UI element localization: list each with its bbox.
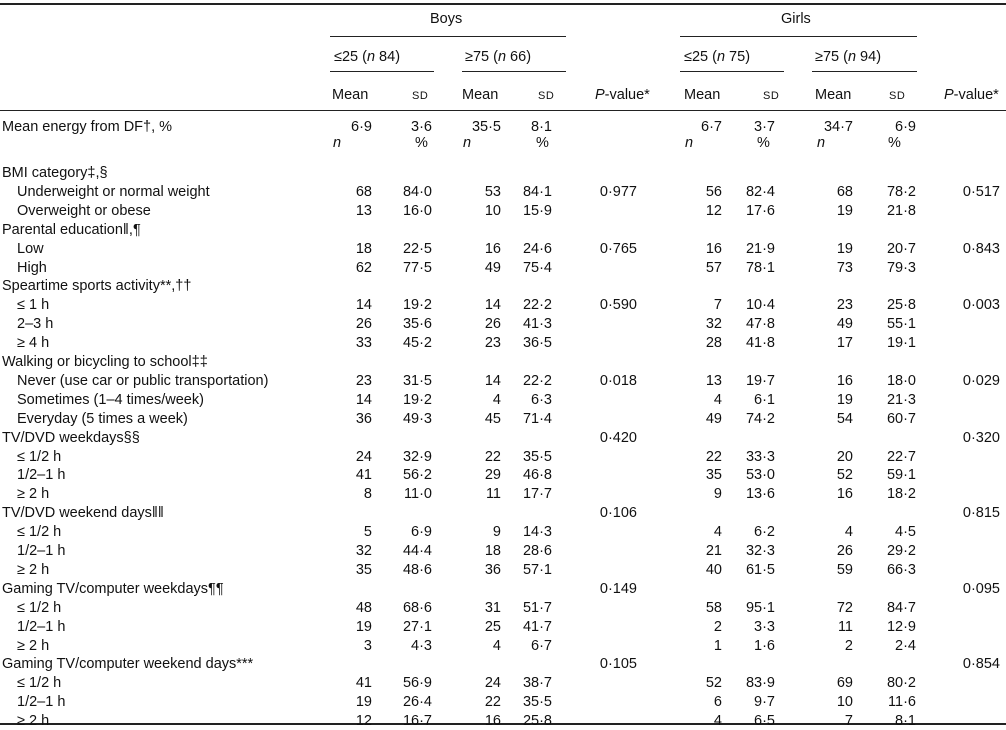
- row-label: ≤ 1/2 h: [17, 524, 62, 540]
- cell-value: 12·9: [886, 619, 916, 635]
- cell-value: 79·3: [886, 260, 916, 276]
- colhead-p-value: P-value*: [595, 87, 650, 103]
- p-value: 0·590: [599, 297, 637, 313]
- cell-value: 28: [705, 335, 722, 351]
- cell-value: 31·5: [402, 373, 432, 389]
- girls-low-rule: [680, 71, 784, 72]
- row-label: 1/2–1 h: [17, 619, 66, 635]
- cell-value: 29·2: [886, 543, 916, 559]
- bottom-rule: [0, 723, 1006, 725]
- cell-value: 17·6: [745, 203, 775, 219]
- row-label: Everyday (5 times a week): [17, 411, 188, 427]
- cell-value: 78·2: [886, 184, 916, 200]
- cell-value: 51·7: [522, 600, 552, 616]
- cell-value: 68: [836, 184, 853, 200]
- cell-value: 33·3: [745, 449, 775, 465]
- section-label: TV/DVD weekend days‖‖: [2, 505, 164, 521]
- p-value: 0·029: [962, 373, 1000, 389]
- row-label: 1/2–1 h: [17, 467, 66, 483]
- cell-value: 36: [355, 411, 372, 427]
- cell-value: 35: [355, 562, 372, 578]
- cell-value: 6·3: [531, 392, 552, 408]
- cell-value: 75·4: [522, 260, 552, 276]
- cell-value: 61·5: [745, 562, 775, 578]
- p-value: 0·106: [599, 505, 637, 521]
- cell-value: 16: [484, 241, 501, 257]
- colhead-mean: Mean: [332, 87, 369, 103]
- p-value: 0·149: [599, 581, 637, 597]
- cell-value: 4: [713, 392, 722, 408]
- cell-value: 56·2: [402, 467, 432, 483]
- cell-value: 14·3: [522, 524, 552, 540]
- cell-value: 5: [363, 524, 372, 540]
- cell-value: 24: [355, 449, 372, 465]
- cell-value: 16: [836, 486, 853, 502]
- cell-value: 7: [844, 713, 853, 729]
- cell-value: 19: [836, 203, 853, 219]
- cell-value: 16·0: [402, 203, 432, 219]
- colhead-p-value: P-value*: [944, 87, 999, 103]
- colhead-sd: SD: [538, 90, 555, 102]
- cell-value: 32·9: [402, 449, 432, 465]
- colhead-sd: SD: [763, 90, 780, 102]
- cell-value: 19·1: [886, 335, 916, 351]
- cell-value: 49: [836, 316, 853, 332]
- p-value: 0·977: [599, 184, 637, 200]
- cell-value: 12: [355, 713, 372, 729]
- cell-value: 19: [836, 241, 853, 257]
- cell-value: 11·6: [888, 694, 916, 710]
- cell-value: 3·3: [754, 619, 775, 635]
- cell-value: 45·2: [402, 335, 432, 351]
- cell-value: 49: [705, 411, 722, 427]
- cell-value: 14: [355, 297, 372, 313]
- cell-value: 49: [484, 260, 501, 276]
- cell-value: 52: [836, 467, 853, 483]
- cell-value: 13: [355, 203, 372, 219]
- column-unit-label: %: [888, 135, 901, 151]
- cell-value: 17·7: [522, 486, 552, 502]
- cell-value: 18: [484, 543, 501, 559]
- cell-value: 59: [836, 562, 853, 578]
- cell-value: 4: [492, 392, 501, 408]
- cell-value: 84·1: [522, 184, 552, 200]
- row-label: ≤ 1/2 h: [17, 675, 62, 691]
- cell-value: 41: [355, 467, 372, 483]
- cell-value: 35·5: [522, 694, 552, 710]
- p-value: 0·815: [962, 505, 1000, 521]
- cell-value: 22: [705, 449, 722, 465]
- cell-value: 57·1: [522, 562, 552, 578]
- section-label: Gaming TV/computer weekdays¶¶: [2, 581, 224, 597]
- energy-value: 3·6: [411, 119, 432, 135]
- section-label: Speartime sports activity**,††: [2, 278, 192, 294]
- cell-value: 84·7: [886, 600, 916, 616]
- column-unit-label: %: [536, 135, 549, 151]
- column-unit-label: n: [817, 135, 826, 151]
- row-label: Sometimes (1–4 times/week): [17, 392, 204, 408]
- cell-value: 41·3: [522, 316, 552, 332]
- cell-value: 36·5: [522, 335, 552, 351]
- cell-value: 56: [705, 184, 722, 200]
- subgroup-girls-high: ≥75 (n 94): [815, 49, 882, 65]
- cell-value: 21·3: [886, 392, 916, 408]
- group-header-boys: Boys: [430, 11, 463, 27]
- cell-value: 4: [492, 638, 501, 654]
- cell-value: 9·7: [754, 694, 775, 710]
- cell-value: 22: [484, 694, 501, 710]
- energy-value: 6·9: [351, 119, 372, 135]
- column-unit-label: %: [415, 135, 428, 151]
- cell-value: 82·4: [745, 184, 775, 200]
- cell-value: 18: [355, 241, 372, 257]
- cell-value: 57: [705, 260, 722, 276]
- cell-value: 26·4: [402, 694, 432, 710]
- row-label: ≥ 2 h: [17, 562, 50, 578]
- column-unit-label: n: [463, 135, 472, 151]
- cell-value: 3: [363, 638, 372, 654]
- cell-value: 73: [836, 260, 853, 276]
- row-label: ≤ 1 h: [17, 297, 50, 313]
- cell-value: 22·2: [522, 373, 552, 389]
- row-label: ≥ 2 h: [17, 713, 50, 729]
- p-value: 0·517: [962, 184, 1000, 200]
- p-value: 0·105: [599, 656, 637, 672]
- cell-value: 26: [484, 316, 501, 332]
- group-header-girls: Girls: [781, 11, 811, 27]
- energy-value: 6·9: [895, 119, 916, 135]
- row-label: 1/2–1 h: [17, 694, 66, 710]
- cell-value: 19·2: [402, 392, 432, 408]
- cell-value: 28·6: [522, 543, 552, 559]
- boys-high-rule: [462, 71, 566, 72]
- cell-value: 20: [836, 449, 853, 465]
- cell-value: 4: [713, 524, 722, 540]
- subgroup-boys-low: ≤25 (n 84): [334, 49, 401, 65]
- cell-value: 23: [355, 373, 372, 389]
- cell-value: 52: [705, 675, 722, 691]
- cell-value: 62: [355, 260, 372, 276]
- cell-value: 25·8: [522, 713, 552, 729]
- colhead-mean: Mean: [462, 87, 499, 103]
- cell-value: 58: [705, 600, 722, 616]
- cell-value: 6·9: [411, 524, 432, 540]
- cell-value: 2: [844, 638, 853, 654]
- cell-value: 4: [844, 524, 853, 540]
- cell-value: 12: [705, 203, 722, 219]
- boys-group-rule: [330, 36, 566, 37]
- cell-value: 14: [484, 373, 501, 389]
- cell-value: 53·0: [745, 467, 775, 483]
- cell-value: 7: [713, 297, 722, 313]
- cell-value: 77·5: [402, 260, 432, 276]
- cell-value: 18·2: [886, 486, 916, 502]
- cell-value: 23: [836, 297, 853, 313]
- cell-value: 32·3: [745, 543, 775, 559]
- column-unit-label: n: [333, 135, 342, 151]
- cell-value: 6·2: [754, 524, 775, 540]
- p-value: 0·320: [962, 430, 1000, 446]
- cell-value: 19: [355, 694, 372, 710]
- cell-value: 22·5: [402, 241, 432, 257]
- cell-value: 10: [484, 203, 501, 219]
- row-label: Low: [17, 241, 44, 257]
- cell-value: 11: [485, 486, 501, 502]
- cell-value: 4: [713, 713, 722, 729]
- cell-value: 24: [484, 675, 501, 691]
- section-label: BMI category‡,§: [2, 165, 108, 181]
- girls-group-rule: [680, 36, 917, 37]
- cell-value: 26: [355, 316, 372, 332]
- cell-value: 46·8: [522, 467, 552, 483]
- cell-value: 22·2: [522, 297, 552, 313]
- cell-value: 21: [705, 543, 722, 559]
- colhead-mean: Mean: [684, 87, 721, 103]
- cell-value: 11·0: [404, 486, 432, 502]
- cell-value: 31: [484, 600, 501, 616]
- p-value: 0·854: [962, 656, 1000, 672]
- cell-value: 2·4: [895, 638, 916, 654]
- cell-value: 33: [355, 335, 372, 351]
- energy-row-label: Mean energy from DF†, %: [2, 119, 173, 135]
- cell-value: 25: [484, 619, 501, 635]
- cell-value: 35: [705, 467, 722, 483]
- cell-value: 14: [484, 297, 501, 313]
- p-value: 0·420: [599, 430, 637, 446]
- cell-value: 53: [484, 184, 501, 200]
- energy-value: 34·7: [823, 119, 853, 135]
- cell-value: 21·8: [886, 203, 916, 219]
- top-rule: [0, 3, 1006, 5]
- cell-value: 72: [836, 600, 853, 616]
- cell-value: 35·5: [522, 449, 552, 465]
- row-label: 1/2–1 h: [17, 543, 66, 559]
- cell-value: 14: [355, 392, 372, 408]
- header-rule: [0, 110, 1006, 111]
- cell-value: 4·5: [895, 524, 916, 540]
- cell-value: 38·7: [522, 675, 552, 691]
- cell-value: 74·2: [745, 411, 775, 427]
- cell-value: 40: [705, 562, 722, 578]
- cell-value: 41·8: [745, 335, 775, 351]
- cell-value: 78·1: [745, 260, 775, 276]
- cell-value: 68·6: [402, 600, 432, 616]
- cell-value: 10·4: [745, 297, 775, 313]
- cell-value: 25·8: [886, 297, 916, 313]
- cell-value: 41·7: [522, 619, 552, 635]
- cell-value: 48: [355, 600, 372, 616]
- cell-value: 66·3: [886, 562, 916, 578]
- cell-value: 4·3: [411, 638, 432, 654]
- row-label: ≥ 2 h: [17, 486, 50, 502]
- cell-value: 10: [836, 694, 853, 710]
- colhead-mean: Mean: [815, 87, 852, 103]
- cell-value: 21·9: [745, 241, 775, 257]
- energy-value: 6·7: [701, 119, 722, 135]
- row-label: ≤ 1/2 h: [17, 449, 62, 465]
- section-label: TV/DVD weekdays§§: [2, 430, 140, 446]
- cell-value: 8·1: [895, 713, 916, 729]
- p-value: 0·018: [599, 373, 637, 389]
- cell-value: 47·8: [745, 316, 775, 332]
- row-label: ≤ 1/2 h: [17, 600, 62, 616]
- cell-value: 2: [713, 619, 722, 635]
- cell-value: 26: [836, 543, 853, 559]
- cell-value: 16: [484, 713, 501, 729]
- row-label: 2–3 h: [17, 316, 54, 332]
- cell-value: 32: [355, 543, 372, 559]
- cell-value: 6·7: [531, 638, 552, 654]
- p-value: 0·003: [962, 297, 1000, 313]
- colhead-sd: SD: [889, 90, 906, 102]
- cell-value: 49·3: [402, 411, 432, 427]
- cell-value: 16: [836, 373, 853, 389]
- energy-value: 35·5: [471, 119, 501, 135]
- cell-value: 54: [836, 411, 853, 427]
- cell-value: 56·9: [402, 675, 432, 691]
- subgroup-boys-high: ≥75 (n 66): [465, 49, 532, 65]
- cell-value: 6: [713, 694, 722, 710]
- boys-low-rule: [330, 71, 434, 72]
- cell-value: 35·6: [402, 316, 432, 332]
- subgroup-girls-low: ≤25 (n 75): [684, 49, 751, 65]
- cell-value: 13: [705, 373, 722, 389]
- cell-value: 36: [484, 562, 501, 578]
- cell-value: 48·6: [402, 562, 432, 578]
- cell-value: 16·7: [402, 713, 432, 729]
- cell-value: 44·4: [402, 543, 432, 559]
- energy-value: 3·7: [754, 119, 775, 135]
- cell-value: 24·6: [522, 241, 552, 257]
- cell-value: 68: [355, 184, 372, 200]
- cell-value: 84·0: [402, 184, 432, 200]
- p-value: 0·765: [599, 241, 637, 257]
- cell-value: 8: [363, 486, 372, 502]
- cell-value: 19·7: [745, 373, 775, 389]
- row-label: Underweight or normal weight: [17, 184, 210, 200]
- cell-value: 1·6: [754, 638, 775, 654]
- row-label: High: [17, 260, 47, 276]
- column-unit-label: %: [757, 135, 770, 151]
- section-label: Parental education‖,¶: [2, 222, 141, 238]
- cell-value: 27·1: [402, 619, 432, 635]
- row-label: Never (use car or public transportation): [17, 373, 269, 389]
- cell-value: 83·9: [745, 675, 775, 691]
- cell-value: 15·9: [522, 203, 552, 219]
- column-unit-label: n: [685, 135, 694, 151]
- cell-value: 6·5: [754, 713, 775, 729]
- cell-value: 69: [836, 675, 853, 691]
- colhead-sd: SD: [412, 90, 429, 102]
- p-value: 0·095: [962, 581, 1000, 597]
- cell-value: 59·1: [886, 467, 916, 483]
- cell-value: 11: [837, 619, 853, 635]
- cell-value: 22·7: [886, 449, 916, 465]
- cell-value: 55·1: [886, 316, 916, 332]
- cell-value: 23: [484, 335, 501, 351]
- cell-value: 19·2: [402, 297, 432, 313]
- cell-value: 6·1: [754, 392, 775, 408]
- row-label: ≥ 4 h: [17, 335, 50, 351]
- row-label: Overweight or obese: [17, 203, 151, 219]
- cell-value: 29: [484, 467, 501, 483]
- cell-value: 71·4: [522, 411, 552, 427]
- cell-value: 22: [484, 449, 501, 465]
- row-label: ≥ 2 h: [17, 638, 50, 654]
- cell-value: 16: [705, 241, 722, 257]
- cell-value: 32: [705, 316, 722, 332]
- cell-value: 17: [836, 335, 853, 351]
- cell-value: 1: [713, 638, 722, 654]
- cell-value: 60·7: [886, 411, 916, 427]
- energy-value: 8·1: [531, 119, 552, 135]
- cell-value: 13·6: [745, 486, 775, 502]
- cell-value: 9: [492, 524, 501, 540]
- cell-value: 20·7: [886, 241, 916, 257]
- section-label: Walking or bicycling to school‡‡: [2, 354, 208, 370]
- cell-value: 18·0: [886, 373, 916, 389]
- p-value: 0·843: [962, 241, 1000, 257]
- girls-high-rule: [812, 71, 917, 72]
- cell-value: 80·2: [886, 675, 916, 691]
- section-label: Gaming TV/computer weekend days***: [2, 656, 254, 672]
- cell-value: 19: [836, 392, 853, 408]
- cell-value: 45: [484, 411, 501, 427]
- cell-value: 95·1: [745, 600, 775, 616]
- cell-value: 41: [355, 675, 372, 691]
- cell-value: 19: [355, 619, 372, 635]
- cell-value: 9: [713, 486, 722, 502]
